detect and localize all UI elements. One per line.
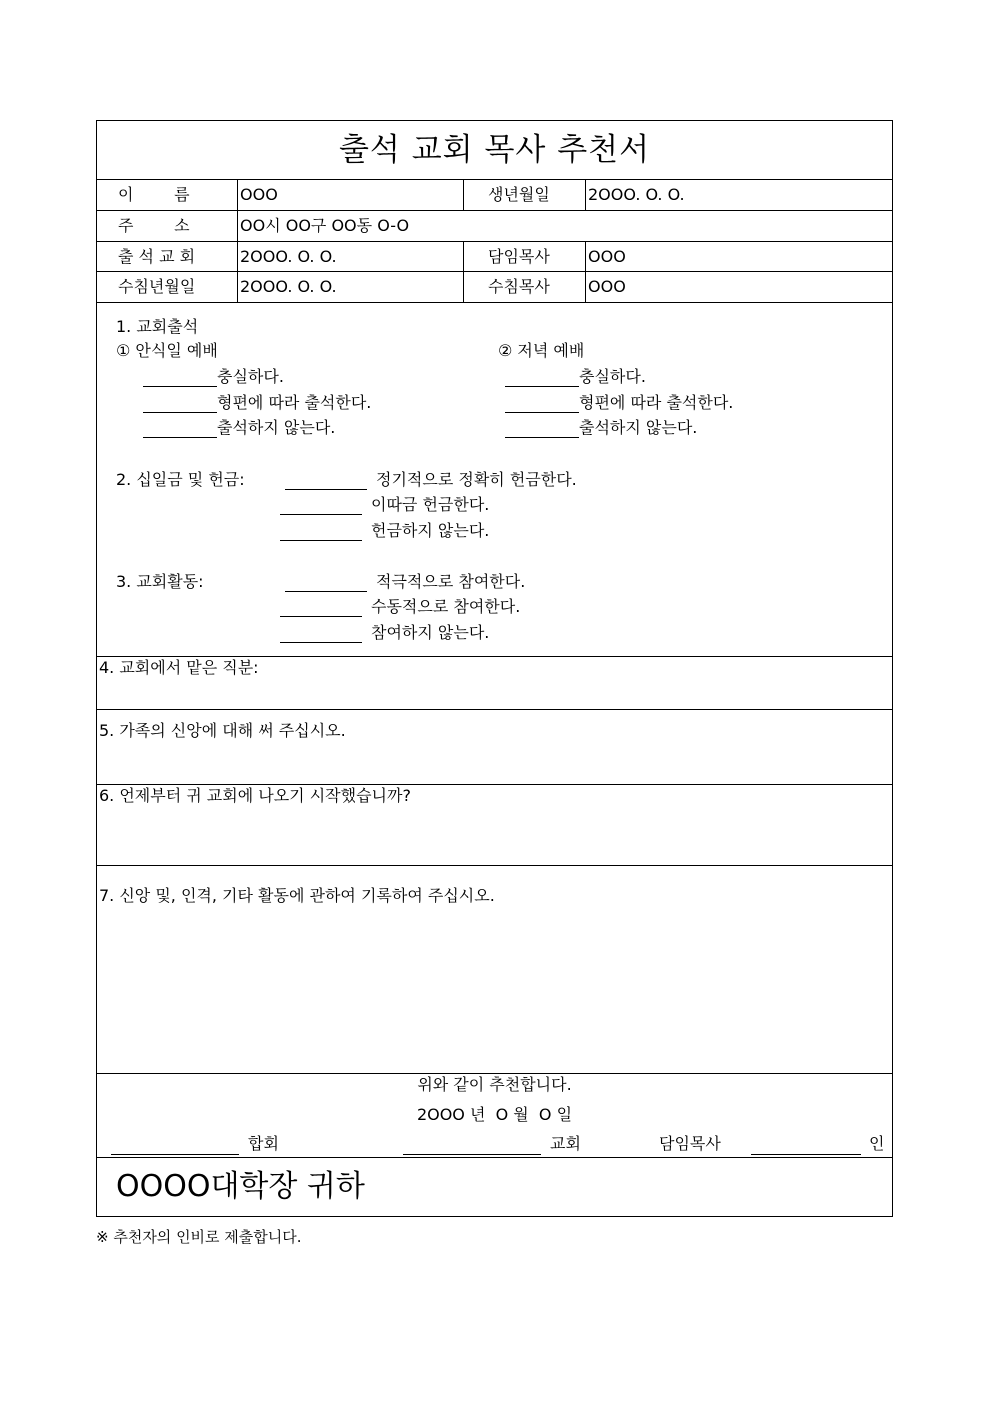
blank-line[interactable] — [280, 514, 362, 515]
tithe-option: 이따금 헌금한다. — [371, 495, 490, 514]
church-value[interactable]: 2OOO. O. O. — [240, 247, 337, 266]
blank-line[interactable] — [143, 412, 217, 413]
question-6: 6. 언제부터 귀 교회에 나오기 시작했습니까? — [99, 786, 411, 805]
date-text: 2OOO 년 O 월 O 일 — [416, 1105, 573, 1124]
seal-label: 인 — [869, 1134, 885, 1153]
union-label: 합회 — [248, 1134, 279, 1153]
birth-value[interactable]: 2OOO. O. O. — [588, 185, 685, 204]
divider — [96, 1073, 893, 1074]
baptism-date-label: 수침년월일 — [118, 277, 196, 296]
blank-line[interactable] — [280, 540, 362, 541]
divider — [463, 241, 464, 302]
sabbath-option: 충실하다. — [217, 367, 284, 386]
blank-line[interactable] — [403, 1154, 541, 1155]
divider — [96, 179, 893, 180]
sabbath-option: 출석하지 않는다. — [217, 418, 336, 437]
name-label: 이 름 — [118, 185, 190, 204]
baptism-pastor-label: 수침목사 — [488, 277, 550, 296]
activity-option: 수동적으로 참여한다. — [371, 597, 521, 616]
evening-label: ② 저녁 예배 — [498, 341, 585, 360]
pastor-sign-label: 담임목사 — [659, 1134, 721, 1153]
divider — [585, 179, 586, 210]
tithe-option: 헌금하지 않는다. — [371, 521, 490, 540]
divider — [585, 241, 586, 302]
church-suffix: 교회 — [550, 1134, 581, 1153]
blank-line[interactable] — [505, 412, 579, 413]
church-label: 출 석 교 회 — [118, 247, 196, 266]
evening-option: 충실하다. — [579, 367, 646, 386]
sabbath-label: ① 안식일 예배 — [116, 341, 218, 360]
blank-line[interactable] — [285, 489, 367, 490]
footnote: ※ 추천자의 인비로 제출합니다. — [96, 1228, 302, 1246]
question-7: 7. 신앙 및, 인격, 기타 활동에 관하여 기록하여 주십시오. — [99, 886, 495, 905]
addressee: OOOO대학장 귀하 — [116, 1169, 365, 1204]
blank-line[interactable] — [143, 386, 217, 387]
blank-line[interactable] — [280, 616, 362, 617]
activity-heading: 3. 교회활동: — [116, 572, 204, 591]
divider — [463, 179, 464, 210]
divider — [96, 784, 893, 785]
sabbath-option: 형편에 따라 출석한다. — [217, 393, 372, 412]
question-5: 5. 가족의 신앙에 대해 써 주십시오. — [99, 721, 346, 740]
name-value[interactable]: OOO — [240, 185, 278, 204]
divider — [96, 865, 893, 866]
pastor-value[interactable]: OOO — [588, 247, 626, 266]
divider — [96, 210, 893, 211]
address-value[interactable]: OO시 OO구 OO동 O-O — [240, 216, 410, 235]
divider — [96, 1157, 893, 1158]
divider — [96, 709, 893, 710]
evening-option: 출석하지 않는다. — [579, 418, 698, 437]
baptism-date-value[interactable]: 2OOO. O. O. — [240, 277, 337, 296]
recommend-text: 위와 같이 추천합니다. — [417, 1075, 572, 1094]
blank-line[interactable] — [280, 642, 362, 643]
attendance-heading: 1. 교회출석 — [116, 317, 199, 336]
baptism-pastor-value[interactable]: OOO — [588, 277, 626, 296]
blank-line[interactable] — [111, 1154, 239, 1155]
divider — [96, 271, 893, 272]
divider — [96, 241, 893, 242]
activity-option: 적극적으로 참여한다. — [376, 572, 526, 591]
blank-line[interactable] — [505, 437, 579, 438]
question-4: 4. 교회에서 맡은 직분: — [99, 658, 259, 677]
address-label: 주 소 — [118, 216, 190, 235]
blank-line[interactable] — [751, 1154, 861, 1155]
pastor-label: 담임목사 — [488, 247, 550, 266]
activity-option: 참여하지 않는다. — [371, 623, 490, 642]
blank-line[interactable] — [285, 591, 367, 592]
tithe-heading: 2. 십일금 및 헌금: — [116, 470, 245, 489]
blank-line[interactable] — [505, 386, 579, 387]
divider — [237, 179, 238, 302]
divider — [96, 656, 893, 657]
tithe-option: 정기적으로 정확히 헌금한다. — [376, 470, 577, 489]
evening-option: 형편에 따라 출석한다. — [579, 393, 734, 412]
page-title: 출석 교회 목사 추천서 — [338, 132, 651, 168]
birth-label: 생년월일 — [488, 185, 550, 204]
divider — [96, 302, 893, 303]
blank-line[interactable] — [143, 437, 217, 438]
